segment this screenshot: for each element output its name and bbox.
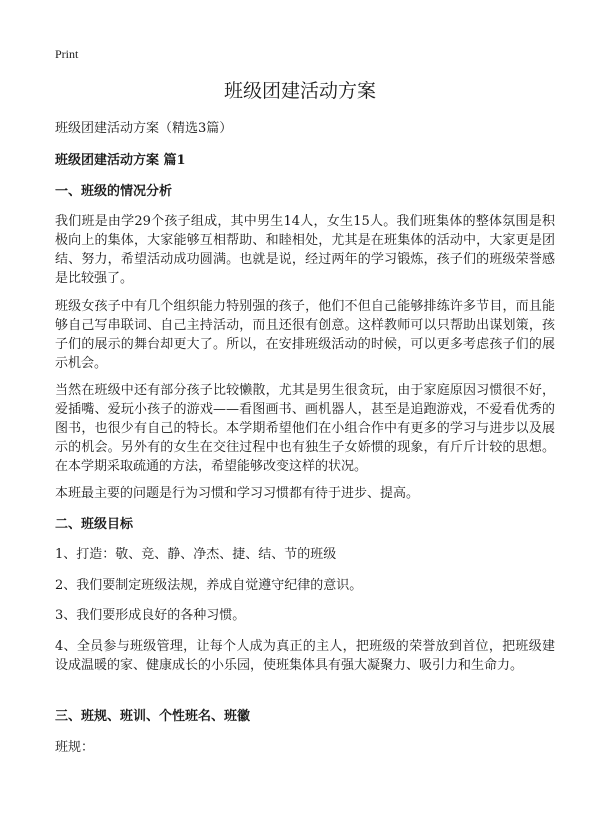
section-1-paragraph-4: 本班最主要的问题是行为习惯和学习习惯都有待于进步、提高。: [55, 486, 420, 501]
section-2-heading: 二、班级目标: [55, 517, 134, 532]
section-2-item-2: 2、我们要制定班级法规，养成自觉遵守纪律的意识。: [55, 578, 363, 593]
document-subtitle: 班级团建活动方案（精选3篇）: [55, 121, 233, 136]
section-2-item-1: 1、打造：敬、竞、静、净杰、捷、结、节的班级: [55, 547, 337, 562]
section-3-heading: 三、班规、班训、个性班名、班徽: [55, 709, 251, 724]
section-3-paragraph-1: 班规：: [55, 740, 95, 755]
section-2-item-3: 3、我们要形成良好的各种习惯。: [55, 608, 246, 623]
section-1-heading: 一、班级的情况分析: [55, 184, 173, 199]
print-link[interactable]: Print: [55, 47, 79, 61]
section-2-item-4: 4、全员参与班级管理，让每个人成为真正的主人，把班级的荣誉放到首位，把班级建设成温暖的家、健康成长的小乐园，使班集体具有强大凝聚力、吸引力和生命力。: [55, 639, 555, 673]
section-1-paragraph-1: 我们班是由学29个孩子组成，其中男生14人，女生15人。我们班集体的整体氛围是积极向上的集体，大家能够互相帮助、和睦相处，尤其是在班集体的活动中，大家更是团结、努力，希望活动成功圆满。也就是说，经过两年的学习锻炼，孩子们的班级荣誉感是比较强了。: [55, 214, 555, 286]
section-1-paragraph-2: 班级女孩子中有几个组织能力特别强的孩子，他们不但自己能够排练许多节目，而且能够自己写串联词、自己主持活动，而且还很有创意。这样教师可以只帮助出谋划策，孩子们的展示的舞台却更大了。所以，在安排班级活动的时候，可以更多考虑孩子们的展示机会。: [55, 299, 555, 371]
document-title: 班级团建活动方案: [223, 80, 376, 102]
part-heading: 班级团建活动方案 篇1: [55, 153, 186, 168]
section-1-paragraph-3: 当然在班级中还有部分孩子比较懒散，尤其是男生很贪玩，由于家庭原因习惯很不好，爱插嘴、爱玩小孩子的游戏——看图画书、画机器人，甚至是追跑游戏，不爱看优秀的图书，也很少有自己的特长。本学期希望他们在小组合作中有更多的学习与进步以及展示的机会。另外有的女生在交往过程中也有独生子女娇惯的现象，有斤斤计较的思想。在本学期采取疏通的方法，希望能够改变这样的状况。: [55, 383, 555, 474]
